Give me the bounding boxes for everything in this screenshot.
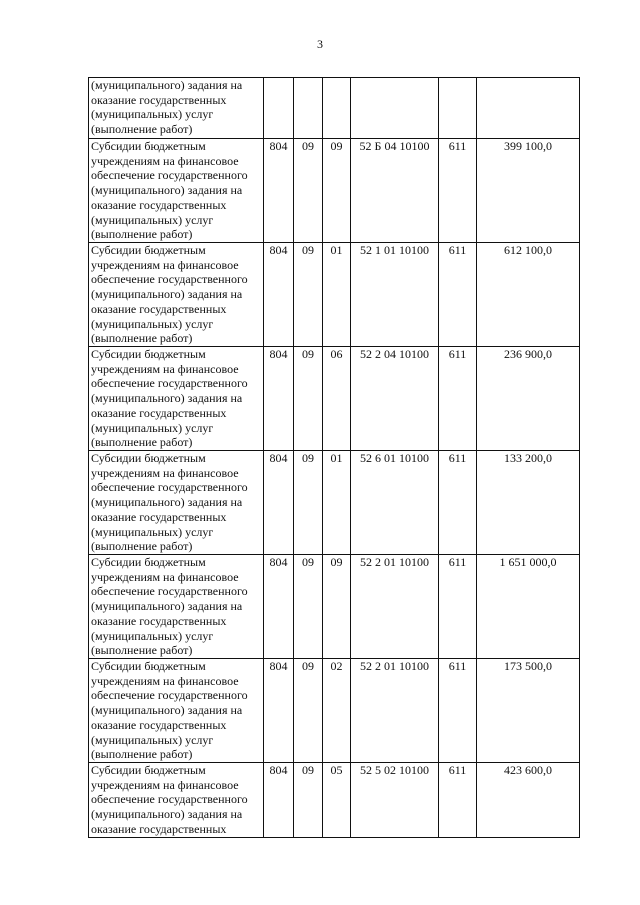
row-name-cell: Субсидии бюджетным учреждениям на финансовое обеспечение государственного (муниципального) задания на оказание государственных (муниципальных) услуг (выполнение работ) (89, 451, 264, 555)
ministry-cell: 804 (264, 139, 294, 243)
table-row (89, 139, 580, 243)
subsection-cell: 01 (323, 243, 351, 347)
section-cell: 09 (294, 243, 323, 347)
subsection-cell: 06 (323, 347, 351, 451)
row-name-cell: Субсидии бюджетным учреждениям на финансовое обеспечение государственного (муниципального) задания на оказание государственных (муниципальных) услуг (выполнение работ) (89, 555, 264, 659)
table-row (89, 243, 580, 347)
ministry-cell: 804 (264, 347, 294, 451)
subsection-cell: 05 (323, 763, 351, 838)
target-cell: 52 5 02 10100 (351, 763, 439, 838)
table-row (89, 763, 580, 838)
subsection-cell: 09 (323, 555, 351, 659)
amount-cell: 173 500,0 (477, 659, 580, 763)
target-cell: 52 6 01 10100 (351, 451, 439, 555)
target-cell: 52 1 01 10100 (351, 243, 439, 347)
amount-cell: 236 900,0 (477, 347, 580, 451)
row-name-cell: Субсидии бюджетным учреждениям на финансовое обеспечение государственного (муниципального) задания на оказание государственных (муниципальных) услуг (выполнение работ) (89, 659, 264, 763)
budget-table-body (89, 78, 580, 838)
target-cell: 52 2 04 10100 (351, 347, 439, 451)
budget-table (88, 77, 580, 838)
amount-cell: 423 600,0 (477, 763, 580, 838)
ministry-cell: 804 (264, 555, 294, 659)
target-cell: 52 2 01 10100 (351, 555, 439, 659)
expense-type-cell: 611 (439, 659, 477, 763)
expense-type-cell: 611 (439, 555, 477, 659)
target-cell: 52 Б 04 10100 (351, 139, 439, 243)
table-row (89, 659, 580, 763)
ministry-cell: 804 (264, 243, 294, 347)
row-name-cell: (муниципального) задания на оказание государственных (муниципальных) услуг (выполнение работ) (89, 78, 264, 139)
section-cell: 09 (294, 139, 323, 243)
amount-cell (477, 78, 580, 139)
amount-cell: 612 100,0 (477, 243, 580, 347)
row-name-cell: Субсидии бюджетным учреждениям на финансовое обеспечение государственного (муниципального) задания на оказание государственных (муниципальных) услуг (выполнение работ) (89, 243, 264, 347)
table-row (89, 451, 580, 555)
ministry-cell (264, 78, 294, 139)
section-cell: 09 (294, 451, 323, 555)
table-row (89, 555, 580, 659)
row-name-cell: Субсидии бюджетным учреждениям на финансовое обеспечение государственного (муниципального) задания на оказание государственных (муниципальных) услуг (выполнение работ) (89, 139, 264, 243)
ministry-cell: 804 (264, 659, 294, 763)
target-cell (351, 78, 439, 139)
amount-cell: 1 651 000,0 (477, 555, 580, 659)
expense-type-cell: 611 (439, 243, 477, 347)
expense-type-cell: 611 (439, 139, 477, 243)
section-cell: 09 (294, 347, 323, 451)
section-cell: 09 (294, 555, 323, 659)
subsection-cell (323, 78, 351, 139)
target-cell: 52 2 01 10100 (351, 659, 439, 763)
table-row (89, 347, 580, 451)
subsection-cell: 09 (323, 139, 351, 243)
amount-cell: 133 200,0 (477, 451, 580, 555)
subsection-cell: 01 (323, 451, 351, 555)
expense-type-cell: 611 (439, 451, 477, 555)
section-cell (294, 78, 323, 139)
row-name-cell: Субсидии бюджетным учреждениям на финансовое обеспечение государственного (муниципального) задания на оказание государственных (муниципальных) услуг (выполнение работ) (89, 347, 264, 451)
expense-type-cell: 611 (439, 347, 477, 451)
ministry-cell: 804 (264, 451, 294, 555)
expense-type-cell: 611 (439, 763, 477, 838)
amount-cell: 399 100,0 (477, 139, 580, 243)
page-number: 3 (317, 37, 323, 51)
expense-type-cell (439, 78, 477, 139)
row-name-cell: Субсидии бюджетным учреждениям на финансовое обеспечение государственного (муниципального) задания на оказание государственных (89, 763, 264, 838)
subsection-cell: 02 (323, 659, 351, 763)
ministry-cell: 804 (264, 763, 294, 838)
section-cell: 09 (294, 763, 323, 838)
section-cell: 09 (294, 659, 323, 763)
table-row-continuation (89, 78, 580, 139)
